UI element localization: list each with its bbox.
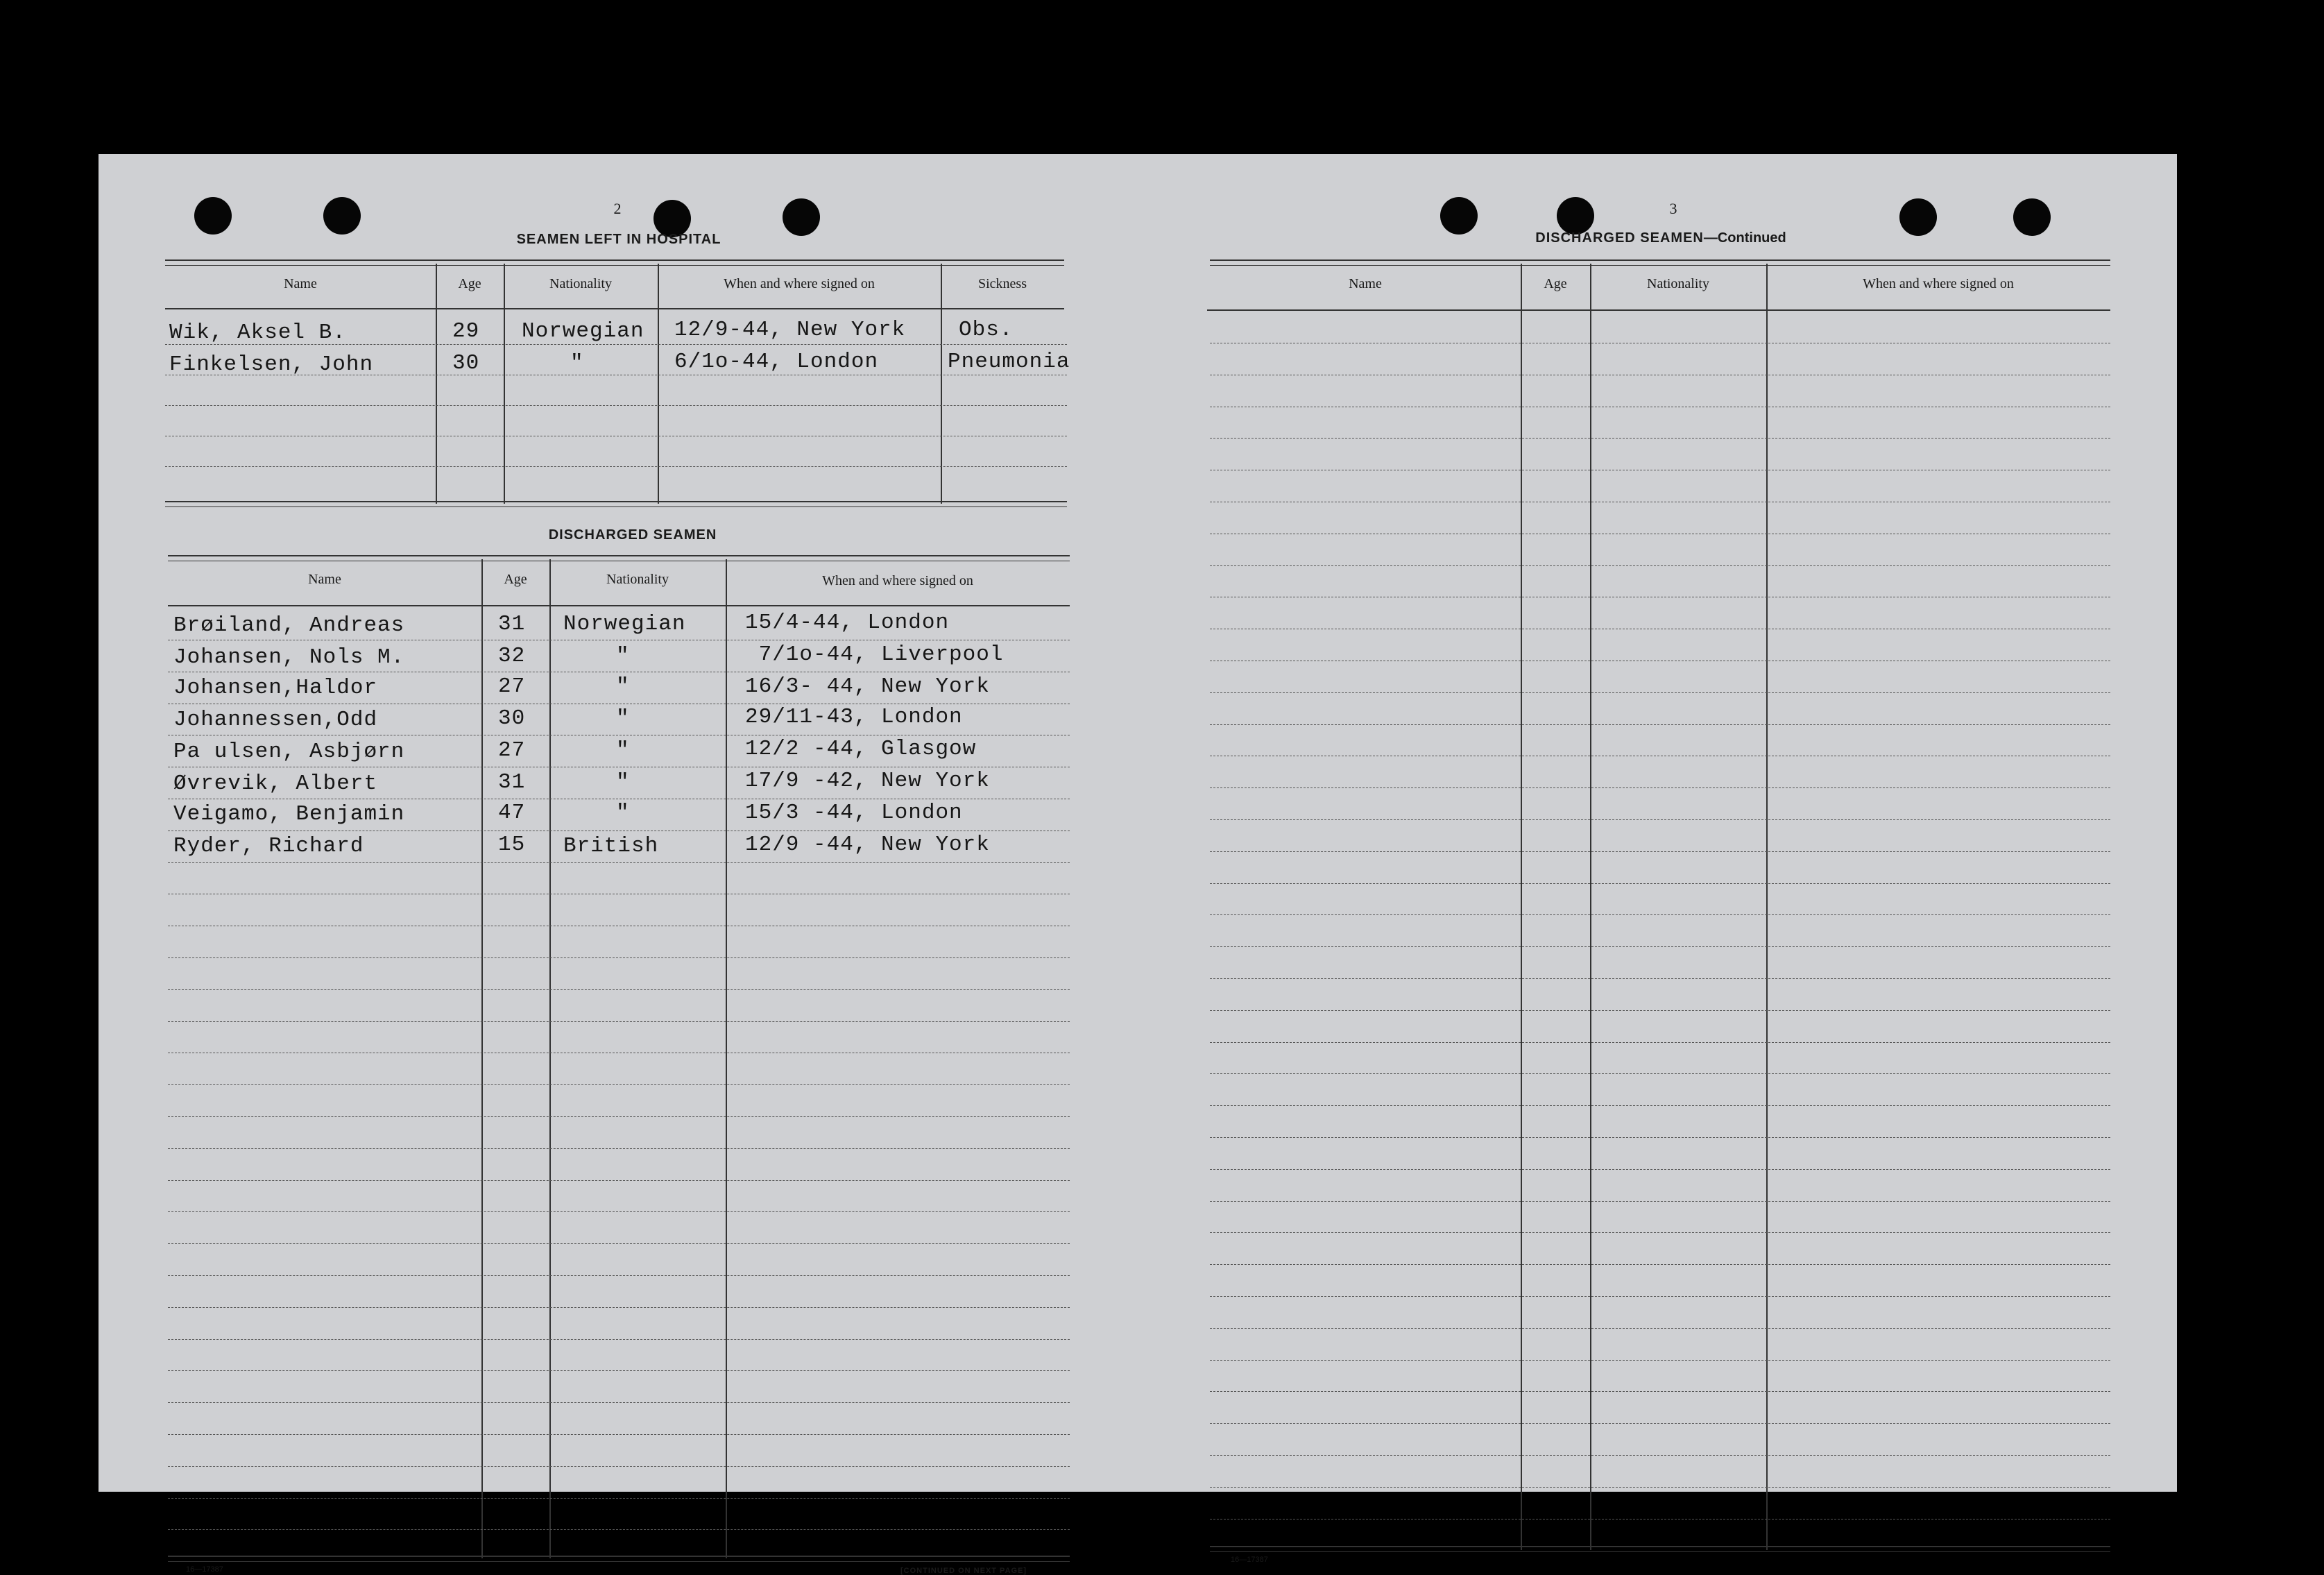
table-bottom-rule [1210, 1546, 2110, 1552]
continued-note: [CONTINUED ON NEXT PAGE] [900, 1567, 1027, 1575]
header-rule [165, 308, 1064, 309]
column-header-sickness: Sickness [978, 276, 1027, 291]
signed-on: 12/2 -44, Glasgow [745, 737, 977, 761]
row-rule [168, 1180, 1070, 1181]
seaman-name: Johansen, Nols M. [173, 645, 405, 670]
column-divider [1766, 264, 1768, 1550]
row-rule [1210, 914, 2110, 915]
seaman-nationality: " [616, 706, 630, 731]
row-rule [168, 1084, 1070, 1085]
row-rule [168, 1148, 1070, 1149]
signed-on: 15/3 -44, London [745, 801, 963, 825]
form-number: 16—17387 [186, 1565, 223, 1574]
row-rule [1210, 438, 2110, 439]
punch-hole [323, 197, 361, 235]
seaman-name: Johansen,Haldor [173, 676, 378, 700]
seaman-nationality: Norwegian [563, 612, 686, 636]
column-divider [658, 264, 659, 504]
row-rule [1210, 883, 2110, 884]
row-rule [168, 1370, 1070, 1371]
row-rule [1210, 1423, 2110, 1424]
sickness: Obs. [959, 318, 1014, 342]
column-header-signed-on: When and where signed on [724, 276, 875, 291]
row-rule [1210, 1455, 2110, 1456]
column-header-age: Age [504, 572, 527, 587]
table-bottom-rule [165, 501, 1067, 507]
column-divider [1590, 264, 1591, 1550]
column-header-age: Age [458, 276, 481, 291]
form-number: 16—17387 [1231, 1556, 1268, 1564]
column-header-signed-on: When and where signed on [822, 573, 973, 588]
seaman-name: Pa ulsen, Asbjørn [173, 740, 405, 764]
punch-hole [1899, 198, 1937, 236]
column-divider [481, 559, 483, 1558]
signed-on: 15/4-44, London [745, 611, 950, 635]
row-rule [1210, 1328, 2110, 1329]
seaman-name: Finkelsen, John [169, 352, 374, 377]
sickness: Pneumonia [948, 350, 1070, 374]
seaman-nationality: " [570, 351, 584, 375]
seaman-name: Ryder, Richard [173, 834, 364, 858]
row-rule [1210, 978, 2110, 979]
column-header-nationality: Nationality [606, 572, 669, 587]
seaman-age: 30 [452, 351, 480, 375]
seaman-name: Johannessen,Odd [173, 708, 378, 732]
column-header-name: Name [1349, 276, 1382, 291]
row-rule [1210, 1105, 2110, 1106]
row-rule [1210, 1296, 2110, 1297]
row-rule [168, 1339, 1070, 1340]
column-header-nationality: Nationality [549, 276, 612, 291]
row-rule [168, 957, 1070, 958]
seaman-age: 27 [498, 674, 526, 699]
row-rule [168, 1498, 1070, 1499]
column-header-age: Age [1544, 276, 1567, 291]
seaman-age: 31 [498, 612, 526, 636]
punch-hole [783, 198, 820, 236]
signed-on: 29/11-43, London [745, 705, 963, 729]
seaman-nationality: " [616, 674, 630, 699]
row-rule [1210, 1360, 2110, 1361]
table-top-rule [168, 555, 1070, 561]
punch-hole [1440, 197, 1478, 235]
row-rule [1210, 1232, 2110, 1233]
seaman-nationality: Norwegian [522, 319, 644, 343]
header-rule [168, 605, 1070, 606]
row-rule [168, 1243, 1070, 1244]
seaman-nationality: " [616, 738, 630, 763]
row-rule [168, 1275, 1070, 1276]
row-rule [1210, 1201, 2110, 1202]
right-page [1140, 154, 2177, 1564]
punch-hole [1557, 197, 1594, 235]
seaman-age: 47 [498, 801, 526, 825]
seaman-age: 32 [498, 644, 526, 668]
seaman-nationality: British [563, 834, 659, 858]
column-divider [436, 264, 437, 504]
row-rule [168, 1466, 1070, 1467]
seaman-age: 29 [452, 319, 480, 343]
seaman-age: 30 [498, 706, 526, 731]
left-page [99, 154, 1140, 1575]
page-number: 2 [613, 200, 622, 217]
row-rule [1210, 946, 2110, 947]
column-header-name: Name [284, 276, 317, 291]
table-top-rule [165, 259, 1064, 266]
discharged-section-title: DISCHARGED SEAMEN [548, 527, 717, 543]
seaman-name: Wik, Aksel B. [169, 321, 346, 345]
title-continued: —Continued [1703, 230, 1786, 246]
row-rule [1210, 724, 2110, 725]
seaman-name: Veigamo, Benjamin [173, 802, 405, 826]
seaman-age: 15 [498, 833, 526, 857]
column-divider [549, 559, 551, 1558]
row-rule [1210, 1391, 2110, 1392]
column-divider [726, 559, 727, 1558]
row-rule [168, 1211, 1070, 1212]
table-top-rule [1210, 259, 2110, 266]
row-rule [168, 862, 1070, 863]
column-header-name: Name [308, 572, 341, 587]
seaman-age: 31 [498, 770, 526, 794]
seaman-nationality: " [616, 644, 630, 668]
signed-on: 12/9 -44, New York [745, 833, 990, 857]
row-rule [1210, 1137, 2110, 1138]
seaman-nationality: " [616, 770, 630, 794]
row-rule [1210, 1487, 2110, 1488]
row-rule [168, 1402, 1070, 1403]
row-rule [168, 1434, 1070, 1435]
signed-on: 16/3- 44, New York [745, 674, 990, 699]
row-rule [168, 1529, 1070, 1530]
column-header-signed-on: When and where signed on [1863, 276, 2014, 291]
discharged-continued-title [1535, 230, 1786, 246]
punch-hole [194, 197, 232, 235]
signed-on: 12/9-44, New York [674, 318, 906, 342]
row-rule [165, 466, 1067, 467]
page-number: 3 [1669, 200, 1677, 217]
seaman-name: Brøiland, Andreas [173, 613, 405, 638]
row-rule [1210, 1264, 2110, 1265]
row-rule [1210, 565, 2110, 566]
signed-on: 7/1o-44, Liverpool [745, 642, 1004, 667]
row-rule [1210, 692, 2110, 693]
title-main: DISCHARGED SEAMEN [1535, 230, 1704, 246]
row-rule [1210, 1073, 2110, 1074]
row-rule [168, 1021, 1070, 1022]
column-divider [1521, 264, 1522, 1550]
row-rule [1210, 1169, 2110, 1170]
seaman-nationality: " [616, 801, 630, 825]
signed-on: 6/1o-44, London [674, 350, 879, 374]
row-rule [1210, 819, 2110, 820]
hospital-section-title: SEAMEN LEFT IN HOSPITAL [516, 232, 721, 247]
table-bottom-rule [168, 1556, 1070, 1562]
row-rule [1210, 1010, 2110, 1011]
seaman-age: 27 [498, 738, 526, 763]
seaman-name: Øvrevik, Albert [173, 772, 378, 796]
row-rule [168, 989, 1070, 990]
row-rule [1210, 851, 2110, 852]
column-divider [941, 264, 942, 504]
column-header-nationality: Nationality [1647, 276, 1709, 291]
row-rule [1210, 1042, 2110, 1043]
header-rule [1207, 309, 2110, 311]
row-rule [168, 1307, 1070, 1308]
column-divider [504, 264, 505, 504]
signed-on: 17/9 -42, New York [745, 769, 990, 793]
row-rule [168, 1116, 1070, 1117]
punch-hole [2013, 198, 2051, 236]
row-rule [165, 405, 1067, 406]
